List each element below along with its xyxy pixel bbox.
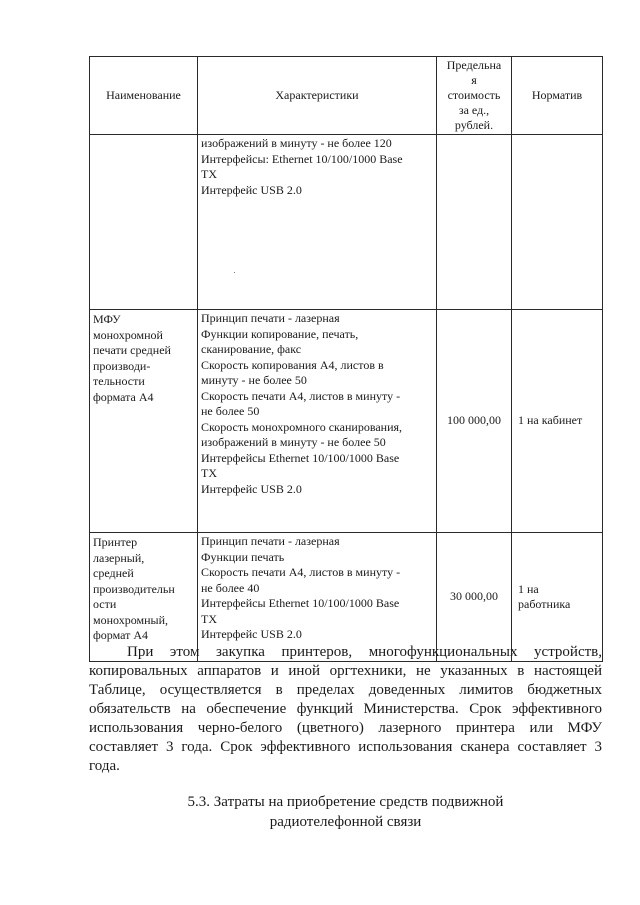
equipment-spec-table [89,56,603,662]
cell-norm [512,135,603,310]
cell-name-line: монохромной [93,327,163,342]
cell-price: 100 000,00 [437,310,512,533]
header-price-line: я [471,73,477,87]
cell-name-line: средней [93,566,134,580]
cell-price: 30 000,00 [437,533,512,662]
cell-name-line: тельности [93,374,145,388]
cell-name-line: лазерный, [93,550,145,565]
scan-speck [234,272,235,273]
table-row [90,310,603,533]
cell-price [437,135,512,310]
cell-characteristics-line: не более 40 [201,580,260,595]
cell-name-line: ости [93,597,117,611]
cell-name-line: производительн [93,581,175,596]
header-price-line: за ед., [458,103,490,117]
cell-characteristics-line: Принцип печати - лазерная [201,534,340,548]
cell-name-line: печати средней [93,343,171,357]
cell-name [90,135,198,310]
body-paragraph: При этом закупка принтеров, многофункциональных устройств, копировальных аппаратов и иной оргтехники, не указанных в настоящей Таблице, осуществляется в пределах доведенных лимитов бюджетных обязательств на обеспечение функций Министерства. Срок эффективного использования черно-белого (цветного) лазерного принтера или МФУ составляет 3 года. Срок эффективного использования сканера составляет 3 года. [89,644,602,774]
cell-characteristics-line: не более 50 [201,404,260,418]
cell-name [90,310,198,533]
cell-characteristics-line: Принцип печати - лазерная [201,311,340,325]
cell-characteristics-line: TX [201,167,217,181]
cell-characteristics-line: TX [201,611,217,626]
cell-characteristics-line: Интерфейс USB 2.0 [201,627,302,641]
table-header-row [90,57,603,135]
section-title-line-1: 5.3. Затраты на приобретение средств подвижной [187,794,504,810]
header-price-line: стоимость [447,88,501,102]
cell-characteristics-line: Интерфейсы Ethernet 10/100/1000 Base [201,596,400,610]
cell-name-line: формата А4 [93,389,154,404]
cell-characteristics-line: Интерфейс USB 2.0 [201,182,302,197]
cell-characteristics-line: изображений в минуту - не более 120 [201,136,392,150]
cell-characteristics-line: Функции копирование, печать, [201,326,359,341]
cell-name-line: Принтер [93,535,138,549]
cell-name-line: производи- [93,358,151,373]
cell-characteristics-line: TX [201,466,217,480]
cell-characteristics-line: минуту - не более 50 [201,373,307,387]
cell-norm-line: 1 на кабинет [518,413,583,428]
cell-characteristics [198,135,437,310]
section-title-line-2: радиотелефонной связи [269,814,422,830]
cell-characteristics-line: сканирование, факс [201,342,302,356]
cell-characteristics-line: Интерфейсы Ethernet 10/100/1000 Base [201,450,400,465]
header-price [437,57,512,135]
cell-characteristics-line: Скорость монохромного сканирования, [201,419,403,434]
cell-name-line: монохромный, [93,612,168,627]
cell-characteristics-line: Функции печать [201,549,285,564]
cell-norm [512,310,603,533]
cell-characteristics-line: Скорость печати А4, листов в минуту - [201,388,401,403]
cell-characteristics [198,310,437,533]
cell-characteristics-line: Интерфейсы: Ethernet 10/100/1000 Base [201,151,403,166]
table-row [90,135,603,310]
cell-norm-line: работника [518,597,571,611]
cell-characteristics-line: изображений в минуту - не более 50 [201,435,386,449]
header-characteristics: Характеристики [198,57,437,135]
cell-characteristics-line: Скорость печати А4, листов в минуту - [201,565,401,579]
cell-characteristics-line: Скорость копирования А4, листов в [201,357,384,372]
cell-characteristics-line: Интерфейс USB 2.0 [201,481,302,496]
cell-name-line: формат А4 [93,628,149,642]
header-name: Наименование [90,57,198,135]
cell-name-line: МФУ [93,312,121,326]
header-price-line: Предельна [446,58,502,72]
cell-norm-line: 1 на [518,581,539,596]
header-price-text [437,57,511,134]
header-price-line: рублей. [454,118,494,132]
header-norm: Норматив [512,57,603,135]
section-title [89,792,602,832]
